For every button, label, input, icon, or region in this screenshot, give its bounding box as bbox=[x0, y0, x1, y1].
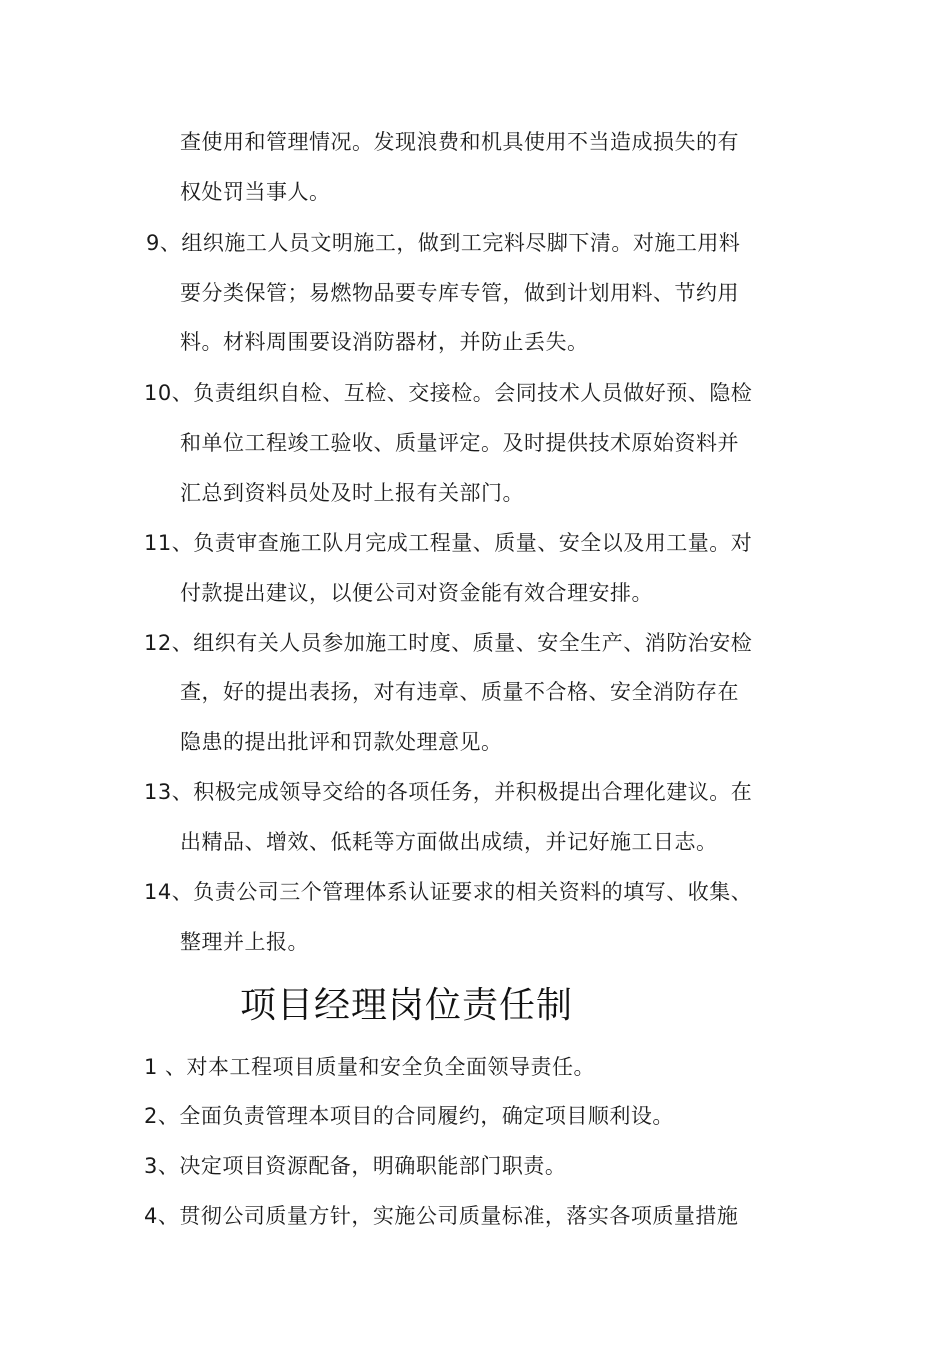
list-item-1: 1 、对本工程项目质量和安全负全面领导责任。 bbox=[144, 1055, 596, 1079]
list-item-12: 12、组织有关人员参加施工时度、质量、安全生产、消防治安检 bbox=[144, 631, 753, 655]
text-line: 整理并上报。 bbox=[180, 930, 309, 954]
list-item-3: 3、决定项目资源配备，明确职能部门职责。 bbox=[144, 1154, 567, 1178]
text-line: 付款提出建议，以便公司对资金能有效合理安排。 bbox=[180, 581, 653, 605]
text-line: 要分类保管；易燃物品要专库专管，做到计划用料、节约用 bbox=[180, 281, 739, 305]
section-title: 项目经理岗位责任制 bbox=[240, 985, 574, 1026]
list-item-14: 14、负责公司三个管理体系认证要求的相关资料的填写、收集、 bbox=[144, 880, 753, 904]
list-item-11: 11、负责审查施工队月完成工程量、质量、安全以及用工量。对 bbox=[144, 531, 753, 555]
text-line: 权处罚当事人。 bbox=[180, 180, 331, 204]
text-line: 查使用和管理情况。发现浪费和机具使用不当造成损失的有 bbox=[180, 130, 739, 154]
list-item-13: 13、积极完成领导交给的各项任务，并积极提出合理化建议。在 bbox=[144, 780, 753, 804]
list-item-2: 2、全面负责管理本项目的合同履约，确定项目顺利设。 bbox=[144, 1104, 674, 1128]
list-item-9: 9、组织施工人员文明施工，做到工完料尽脚下清。对施工用料 bbox=[146, 231, 741, 255]
text-line: 查，好的提出表扬，对有违章、质量不合格、安全消防存在 bbox=[180, 680, 739, 704]
text-line: 出精品、增效、低耗等方面做出成绩，并记好施工日志。 bbox=[180, 830, 718, 854]
list-item-4: 4、贯彻公司质量方针，实施公司质量标准，落实各项质量措施 bbox=[144, 1204, 739, 1228]
text-line: 和单位工程竣工验收、质量评定。及时提供技术原始资料并 bbox=[180, 431, 739, 455]
list-item-10: 10、负责组织自检、互检、交接检。会同技术人员做好预、隐检 bbox=[144, 381, 753, 405]
text-line: 料。材料周围要设消防器材，并防止丢失。 bbox=[180, 330, 589, 354]
text-line: 隐患的提出批评和罚款处理意见。 bbox=[180, 730, 503, 754]
text-line: 汇总到资料员处及时上报有关部门。 bbox=[180, 481, 524, 505]
